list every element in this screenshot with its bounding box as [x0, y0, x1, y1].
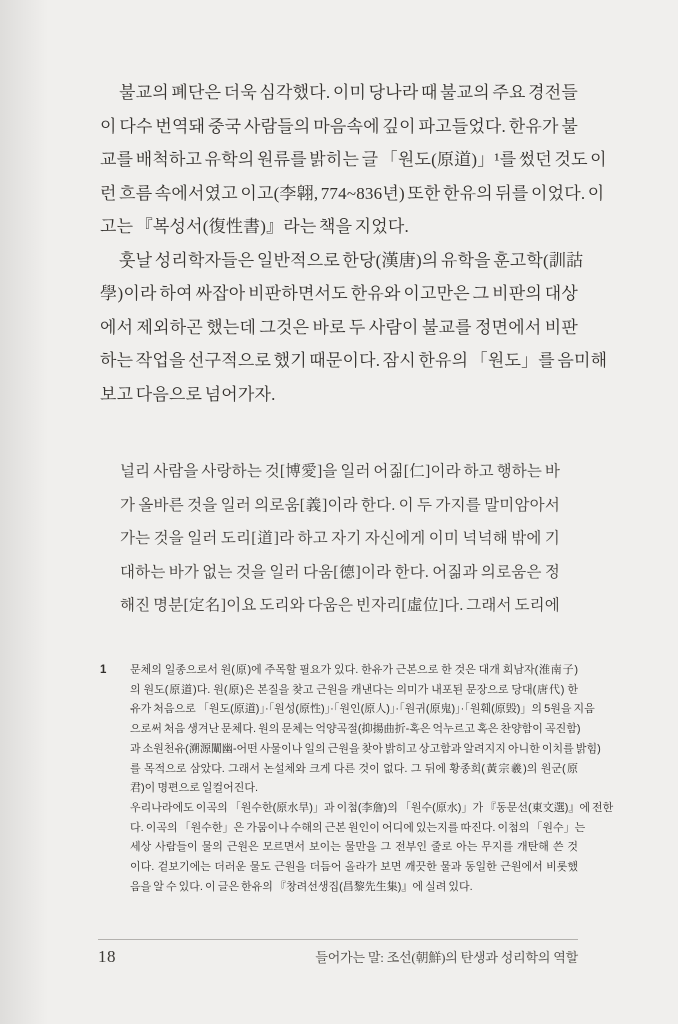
- page-number: 18: [98, 947, 116, 966]
- text-line: 교를 배척하고 유학의 원류를 밝히는 글 「원도(原道)」¹를 썼던 것도 이: [100, 150, 607, 169]
- text-line: 으로써 처음 생겨난 문체다. 원의 문체는 억양곡절(抑揚曲折-혹은 억누르고 혹은 찬양함이 곡진함): [130, 723, 581, 736]
- text-line: 불교의 폐단은 더욱 심각했다. 이미 당나라 때 불교의 주요 경전들: [119, 83, 578, 102]
- running-title: 들어가는 말: 조선(朝鮮)의 탄생과 성리학의 역할: [315, 950, 578, 965]
- text-line: 다. 이곡의 「원수한」은 가뭄이나 수해의 근본 원인이 어디에 있는지를 따진다. 이첨의 「원수」는: [130, 821, 586, 834]
- text-line: 에서 제외하곤 했는데 그것은 바로 두 사람이 불교를 정면에서 비판: [100, 317, 578, 337]
- text-line: 널리 사람을 사랑하는 것[博愛]을 일러 어짊[仁]이라 하고 행하는 바: [120, 463, 560, 480]
- text-line: 하는 작업을 선구적으로 했기 때문이다. 잠시 한유의 「원도」를 음미해: [100, 351, 608, 370]
- page-footer: [98, 947, 578, 967]
- paragraph-1: [100, 76, 607, 244]
- text-line: 보고 다음으로 넘어가자.: [100, 384, 276, 404]
- text-line: 이다. 겉보기에는 더러운 물도 근원을 더듬어 올라가 보면 깨끗한 물과 동일한 근원에서 비롯했: [130, 861, 578, 874]
- text-line: 學)이라 하여 싸잡아 비판하면서도 한유와 이고만은 그 비판의 대상: [100, 284, 578, 303]
- footnote-paragraph-1: [130, 661, 601, 799]
- text-line: 세상 사람들이 물의 근원은 모르면서 보이는 물만을 그 전부인 줄로 아는 무지를 개탄해 쓴 것: [130, 841, 578, 854]
- text-line: 훗날 성리학자들은 일반적으로 한당(漢唐)의 유학을 훈고학(訓詁: [119, 250, 584, 270]
- text-line: 대하는 바가 없는 것을 일러 다움[德]이라 한다. 어짊과 의로움은 정: [120, 563, 560, 581]
- footnote-text: [130, 661, 614, 897]
- text-line: 이 다수 번역돼 중국 사람들의 마음속에 깊이 파고들었다. 한유가 불: [100, 116, 578, 136]
- text-line: 해진 명분[定名]이요 도리와 다움은 빈자리[虛位]다. 그래서 도리에: [120, 597, 560, 614]
- text-line: 음을 알 수 있다. 이 글은 한유의 『창려선생집(昌黎先生集)』에 실려 있다.: [130, 880, 473, 893]
- text-line: 의 원도(原道)다. 원(原)은 본질을 찾고 근원을 캐낸다는 의미가 내포된 문장으로 당대(唐代) 한: [130, 683, 578, 696]
- footer-rule: [98, 939, 578, 940]
- text-line: 과 소원천유(溯源闡幽-어떤 사물이나 일의 근원을 찾아 밝히고 상고함과 알려지지 아니한 이치를 밝힘): [130, 742, 601, 755]
- text-line: 를 목적으로 삼았다. 그래서 논설체와 크게 다른 것이 없다. 그 뒤에 황종희(黃宗羲)의 원군(原: [130, 762, 578, 775]
- body-text: [100, 76, 608, 411]
- footnote-section: [100, 661, 614, 897]
- footnote-marker: 1: [100, 664, 107, 676]
- text-line: 고는 『복성서(復性書)』라는 책을 지었다.: [100, 217, 409, 236]
- left-edge-shadow: [0, 0, 48, 1024]
- footnote-paragraph-2: [130, 799, 614, 898]
- paragraph-2: [100, 244, 608, 412]
- text-line: 유가 처음으로 「원도(原道)」·「원성(原性)」·「원인(原人)」·「원귀(原鬼)」·「원훼(原毁)」의 5원을 지음: [130, 703, 595, 716]
- text-line: 君)이 명편으로 일컬어진다.: [130, 782, 259, 795]
- text-line: 문체의 일종으로서 원(原)에 주목할 필요가 있다. 한유가 근본으로 한 것은 대개 회남자(淮南子): [130, 664, 578, 676]
- text-line: 가는 것을 일러 도리[道]라 하고 자기 자신에게 이미 넉넉해 밖에 기: [120, 530, 560, 547]
- text-line: 가 올바른 것을 일러 의로움[義]이라 한다. 이 두 가지를 말미암아서: [120, 496, 560, 514]
- text-line: 런 흐름 속에서였고 이고(李翶, 774~836년) 또한 한유의 뒤를 이었다. 이: [100, 183, 605, 203]
- text-line: 우리나라에도 이곡의 「원수한(原水旱)」과 이첨(李詹)의 「원수(原水)」가 『동문선(東文選)』에 전한: [130, 801, 614, 814]
- block-quote: [120, 455, 560, 623]
